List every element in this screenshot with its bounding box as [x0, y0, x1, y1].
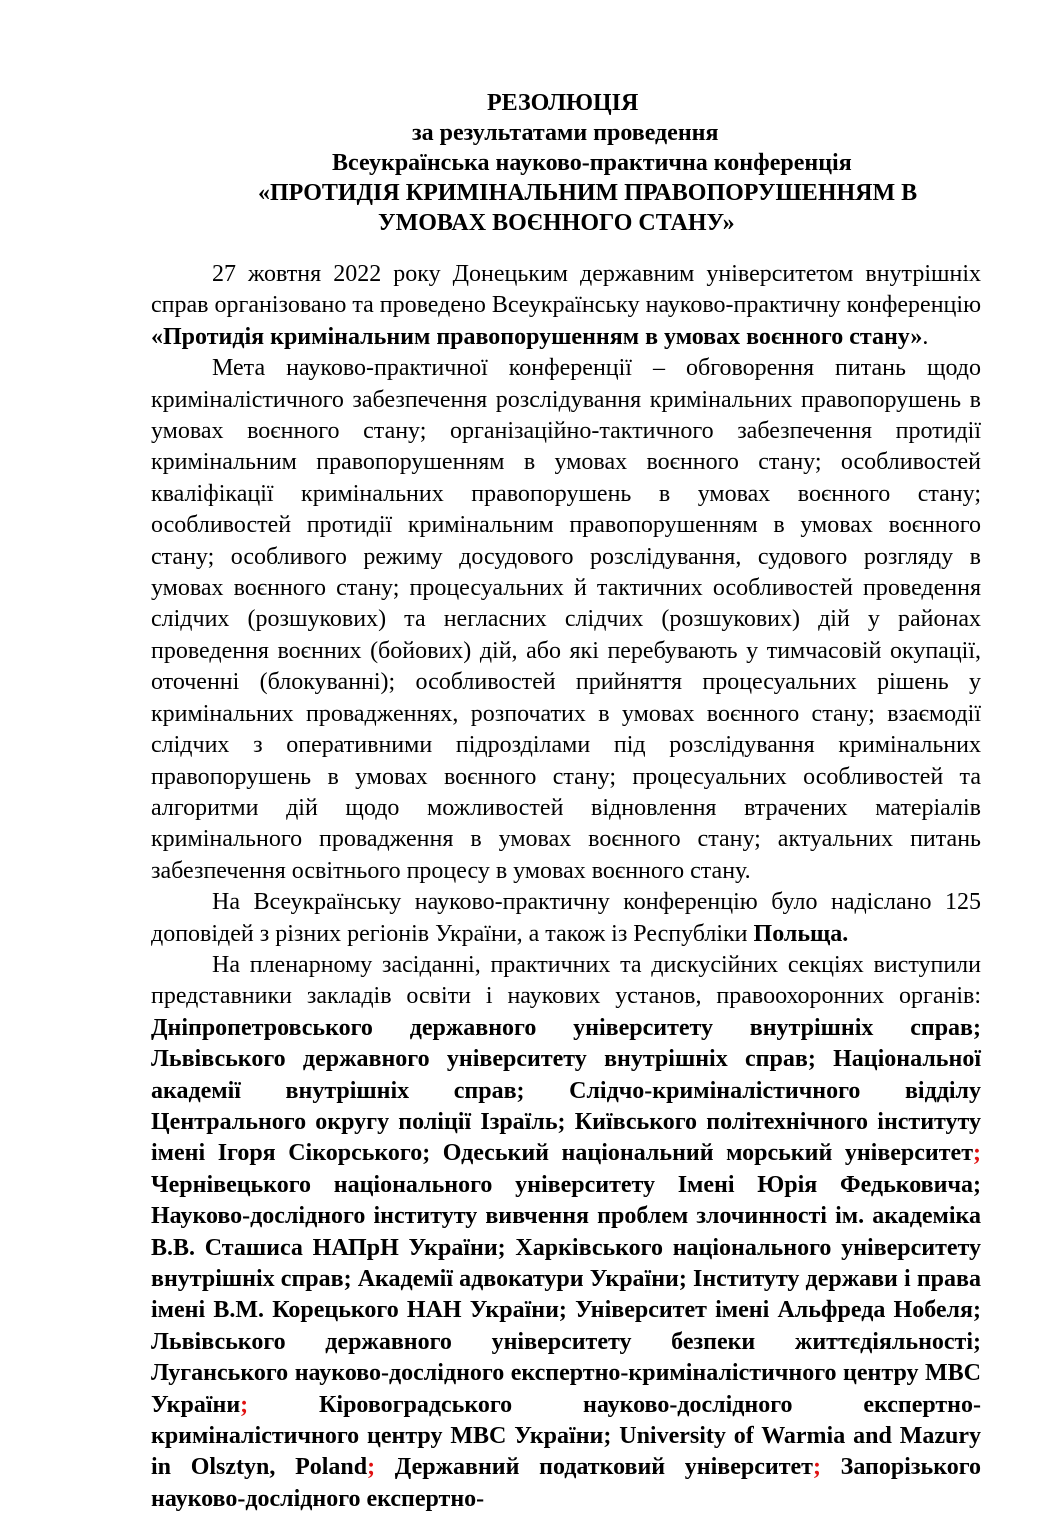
- intro-end: .: [922, 323, 929, 350]
- paragraph-purpose: [151, 353, 981, 887]
- conference-title-inline: «Протидія кримінальним правопорушенням в умовах воєнного стану»: [151, 323, 923, 350]
- title-subline: за результатами проведення: [412, 120, 719, 146]
- paragraph-participants: [151, 950, 981, 1515]
- participants-list-1: Дніпропетровського державного університету внутрішніх справ; Львівського державного університету внутрішніх справ; Національної академії внутрішніх справ; Слідчо-криміналістичного відділу Центрального округу поліції Ізраїль; Київського політехнічного інституту імені Ігоря Сікорського; Одеський національний морський університет: [151, 1014, 981, 1167]
- paragraph-intro: [151, 259, 981, 353]
- conference-name-line1: «ПРОТИДІЯ КРИМІНАЛЬНИМ ПРАВОПОРУШЕННЯМ В: [258, 180, 918, 206]
- participants-separator: ;: [812, 1454, 821, 1481]
- participants-list-5: Запорізького науково-дослідного експертно-: [151, 1454, 982, 1512]
- conference-type: Всеукраїнська науково-практична конференція: [332, 150, 852, 176]
- participants-intro: На пленарному засіданні, практичних та дискусійних секціях виступили представники закладів освіти і наукових установ, правоохоронних органів:: [151, 951, 981, 1010]
- paragraph-reports: [151, 887, 981, 950]
- document-header: [0, 88, 1058, 238]
- participants-separator: ;: [240, 1391, 249, 1418]
- purpose-text: Мета науково-практичної конференції – обговорення питань щодо криміналістичного забезпечення розслідування кримінальних правопорушень в умовах воєнного стану; організаційно-тактичного забезпечення протидії кримінальним правопорушенням в умовах воєнного стану; особливостей кваліфікації кримінальних правопорушень в умовах воєнного стану; особливостей протидії кримінальним правопорушенням в умовах воєнного стану; особливого режиму досудового розслідування, судового розгляду в умовах воєнного стану; процесуальних й тактичних особливостей проведення слідчих (розшукових) та негласних слідчих (розшукових) дій у районах проведення воєнних (бойових) дій, або які перебувають у тимчасовій окупації, оточенні (блокуванні); особливостей прийняття процесуальних рішень у кримінальних провадженнях, розпочатих в умовах воєнного стану; взаємодії слідчих з оперативними підрозділами під розслідування кримінальних правопорушень в умовах воєнного стану; процесуальних особливостей та алгоритми дій щодо можливостей відновлення втрачених матеріалів кримінального провадження в умовах воєнного стану; актуальних питань забезпечення освітнього процесу в умовах воєнного стану.: [151, 355, 981, 884]
- participants-list-2: Чернівецького національного університету Імені Юрія Федьковича; Науково-дослідного інституту вивчення проблем злочинності ім. академіка В.В. Сташиса НАПрН України; Харківського національного університету внутрішніх справ; Академії адвокатури України; Інституту держави і права імені В.М. Корецького НАН України; Університет імені Альфреда Нобеля; Львівського державного університету безпеки життєдіяльності; Луганського науково-дослідного експертно-криміналістичного центру МВС України: [151, 1171, 981, 1418]
- document-body: [151, 259, 981, 1515]
- participants-separator: ;: [973, 1140, 981, 1167]
- participants-list-3: Кіровоградського науково-дослідного експертно-криміналістичного центру МВС України; University of Warmia and Mazury in Olsztyn, Poland: [151, 1391, 981, 1481]
- participants-list-4: Державний податковий університет: [375, 1454, 813, 1481]
- participants-separator: ;: [367, 1454, 376, 1481]
- reports-country: Польща.: [753, 920, 849, 947]
- document-title: РЕЗОЛЮЦІЯ: [487, 90, 639, 116]
- conference-name-line2: УМОВАХ ВОЄННОГО СТАНУ»: [378, 210, 735, 236]
- intro-text: 27 жовтня 2022 року Донецьким державним університетом внутрішніх справ організовано та проведено Всеукраїнську науково-практичну конференцію: [151, 261, 981, 319]
- reports-text: На Всеукраїнську науково-практичну конференцію було надіслано 125 доповідей з різних регіонів України, а також із Республіки: [151, 889, 981, 947]
